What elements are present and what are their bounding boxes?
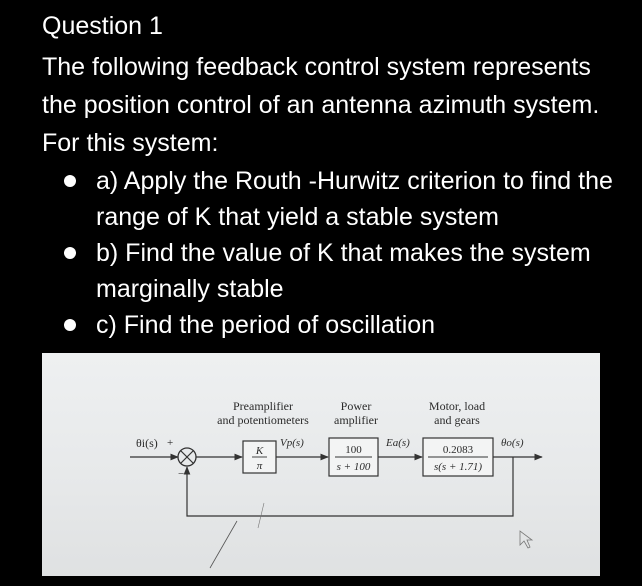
question-item-text: a) Apply the Routh -Hurwitz criterion to find the range of K that yield a stable system xyxy=(96,167,613,231)
power-caption: Power xyxy=(340,399,372,413)
preamp-numerator: K xyxy=(255,445,264,457)
question-item-text: c) Find the period of oscillation xyxy=(96,311,436,339)
preamp-caption: and potentiometers xyxy=(217,413,309,427)
power-amp-numerator: 100 xyxy=(345,444,362,456)
motor-numerator: 0.2083 xyxy=(442,444,474,456)
bullet-icon xyxy=(64,247,76,259)
question-paragraph: The following feedback control system represents the position control of an antenna azimuth system. For this system: xyxy=(42,53,600,157)
ea-signal-label: Ea(s) xyxy=(386,437,410,449)
plus-sign: + xyxy=(167,437,174,449)
minus-sign: − xyxy=(178,468,185,480)
motor-caption: and gears xyxy=(434,413,480,427)
preamp-denominator: π xyxy=(256,460,263,472)
question-item xyxy=(0,163,616,235)
power-amp-denominator: s + 100 xyxy=(336,461,371,473)
power-caption: amplifier xyxy=(334,413,378,427)
bullet-icon xyxy=(64,175,76,187)
bullet-icon xyxy=(64,319,76,331)
input-signal-label: θi(s) xyxy=(136,436,158,450)
question-items xyxy=(0,163,642,343)
question-item xyxy=(0,235,616,307)
motor-caption: Motor, load xyxy=(428,399,486,413)
block-diagram-photo xyxy=(42,353,600,576)
question-title: Question 1 xyxy=(42,12,163,40)
pen-mark xyxy=(210,521,237,568)
preamp-caption: Preamplifier xyxy=(233,399,293,413)
cursor-icon xyxy=(520,531,532,548)
motor-denominator: s(s + 1.71) xyxy=(433,461,483,473)
summing-junction xyxy=(178,448,196,466)
output-signal-label: θo(s) xyxy=(501,437,524,449)
question-item-text: b) Find the value of K that makes the system marginally stable xyxy=(96,239,591,303)
block-diagram xyxy=(42,353,600,576)
vp-signal-label: Vp(s) xyxy=(280,437,304,449)
question-item xyxy=(0,307,616,343)
